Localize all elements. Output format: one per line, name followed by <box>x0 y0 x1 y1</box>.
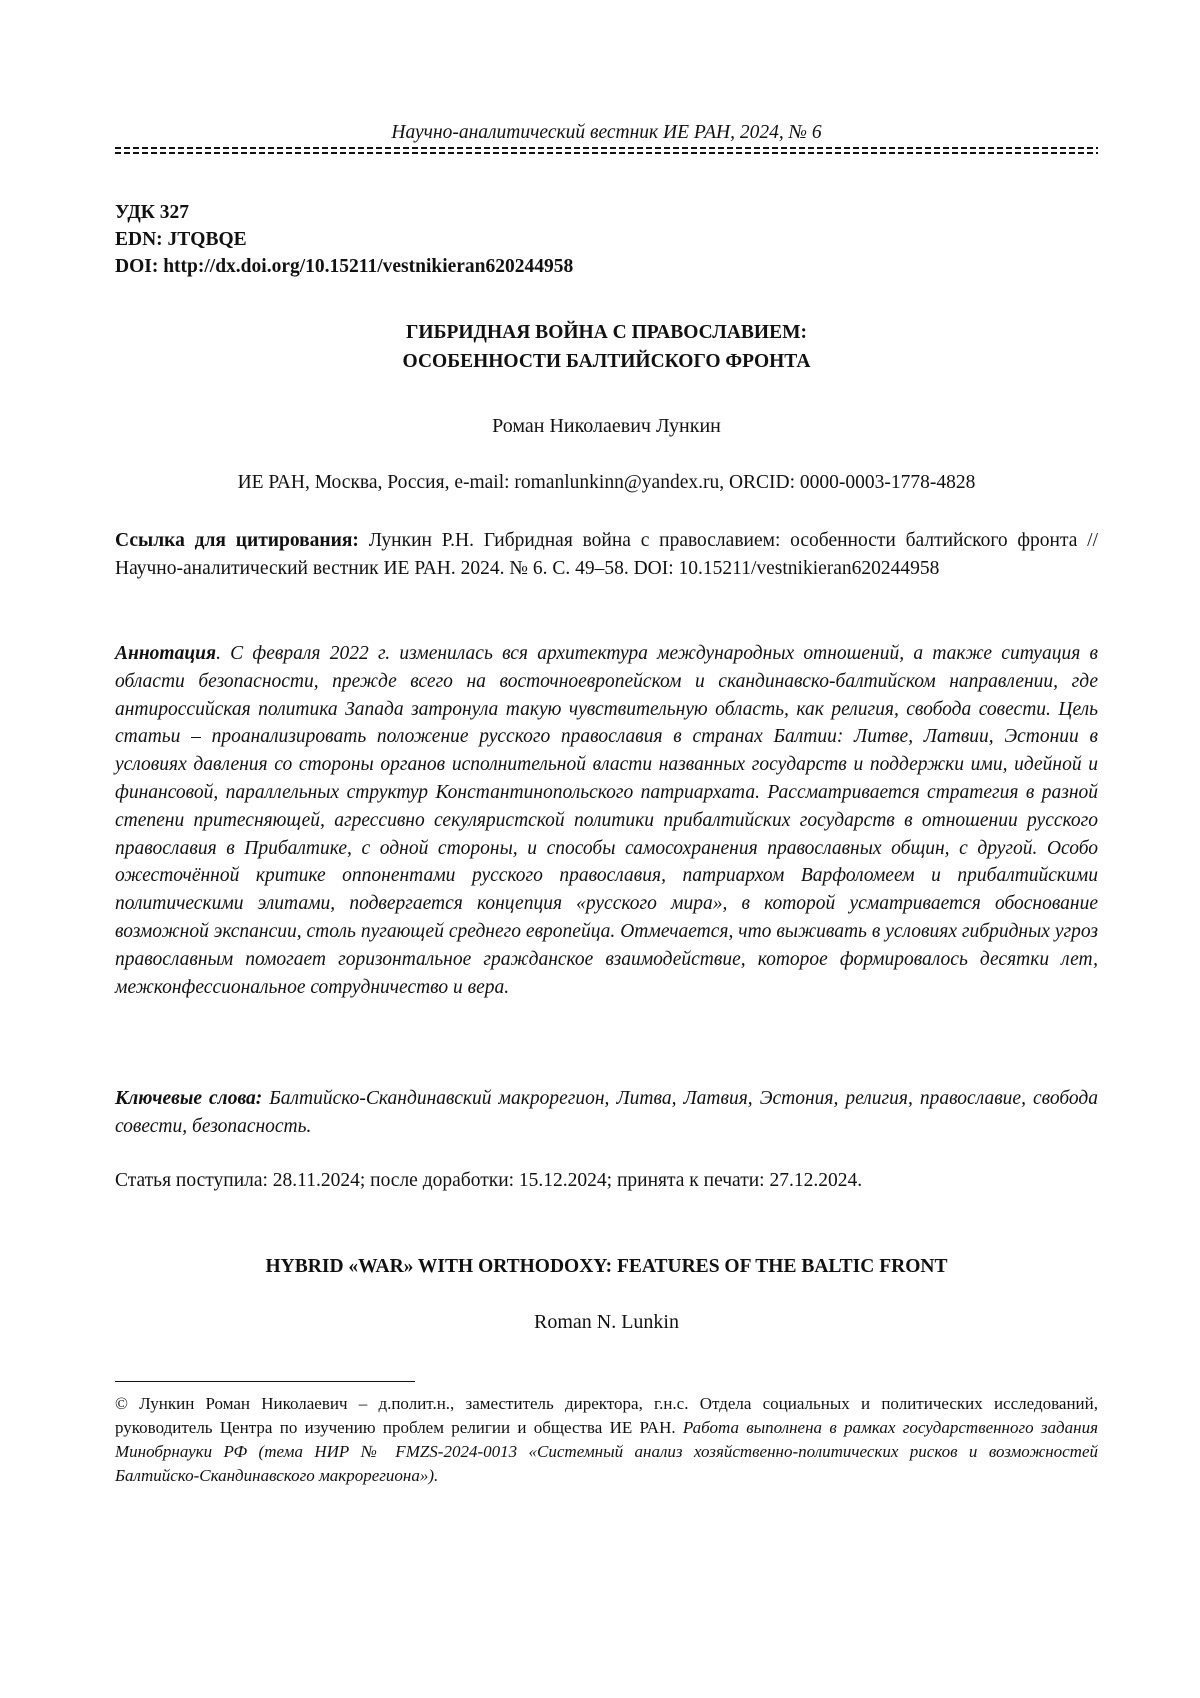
udk-code: УДК 327 <box>115 202 190 223</box>
citation-block <box>115 527 1098 583</box>
header-double-dashed-rule <box>115 146 1098 156</box>
english-title: HYBRID «WAR» WITH ORTHODOXY: FEATURES OF THE BALTIC FRONT <box>265 1256 948 1277</box>
english-author-name: Roman N. Lunkin <box>534 1311 679 1333</box>
citation-text: Лункин Р.Н. Гибридная война с православием: особенности балтийского фронта // Научно-аналитический вестник ИЕ РАН. 2024. № 6. С. 49–58. DOI: 10.15211/vestnikieran620244958 <box>115 530 1098 579</box>
author-affiliation: ИЕ РАН, Москва, Россия, e-mail: romanlunkinn@yandex.ru, ORCID: 0000-0003-1778-4828 <box>237 472 976 493</box>
article-metadata <box>115 199 573 280</box>
keywords-text: Балтийско-Скандинавский макрорегион, Литва, Латвия, Эстония, религия, православие, свобода совести, безопасность. <box>115 1088 1098 1137</box>
footnote-separator <box>115 1381 415 1382</box>
doi-link[interactable]: DOI: http://dx.doi.org/10.15211/vestnikieran620244958 <box>115 256 574 277</box>
running-header: Научно-аналитический вестник ИЕ РАН, 2024, № 6 <box>391 122 822 143</box>
author-name: Роман Николаевич Лункин <box>492 415 721 437</box>
footnote-funding-note: Работа выполнена в рамках государственного задания Минобрнауки РФ (тема НИР № FMZS-2024-0013 «Системный анализ хозяйственно-политических рисков и возможностей Балтийско-Скандинавского макрорегиона»). <box>115 1418 1098 1485</box>
citation-label: Ссылка для цитирования: <box>115 530 359 551</box>
abstract-label: Аннотация <box>115 643 217 664</box>
footnote-author-info: © Лункин Роман Николаевич – д.полит.н., заместитель директора, г.н.с. Отдела социальных и политических исследований, руководитель Центра по изучению проблем религии и общества ИЕ РАН. <box>115 1394 1098 1437</box>
edn-code: EDN: JTQBQE <box>115 229 247 250</box>
keywords-block <box>115 1085 1098 1141</box>
abstract-text: . С февраля 2022 г. изменилась вся архитектура международных отношений, а также ситуация в области безопасности, прежде всего на восточноевропейском и скандинавско-балтийском направлении, где антироссийская политика Запада затронула такую чувствительную область, как религия, свобода совести. Цель статьи – проанализировать положение русского православия в странах Балтии: Литве, Латвии, Эстонии в условиях давления со стороны органов исполнительной власти названных государств и поддержки ими, идейной и финансовой, параллельных структур Константинопольского патриархата. Рассматривается стратегия в разной степени притесняющей, агрессивно секуляристской политики прибалтийских государств в отношении русского православия в Прибалтике, с одной стороны, и способы самосохранения православных общин, с другой. Особо ожесточённой критике оппонентами русского православия, патриархом Варфоломеем и прибалтийскими политическими элитами, подвергается концепция «русского мира», в которой усматривается обоснование возможной экспансии, столь пугающей среднего европейца. Отмечается, что выживать в условиях гибридных угроз православным помогает горизонтальное гражданское взаимодействие, которое формировалось десятки лет, межконфессиональное сотрудничество и вера. <box>115 643 1098 998</box>
keywords-label: Ключевые слова: <box>115 1088 263 1109</box>
article-title <box>115 318 1098 376</box>
footnote <box>115 1392 1098 1488</box>
article-title-line-1: ГИБРИДНАЯ ВОЙНА С ПРАВОСЛАВИЕМ: <box>406 322 807 343</box>
article-title-line-2: ОСОБЕННОСТИ БАЛТИЙСКОГО ФРОНТА <box>402 351 811 372</box>
submission-dates: Статья поступила: 28.11.2024; после доработки: 15.12.2024; принята к печати: 27.12.2024. <box>115 1170 863 1191</box>
abstract-block <box>115 640 1098 1001</box>
